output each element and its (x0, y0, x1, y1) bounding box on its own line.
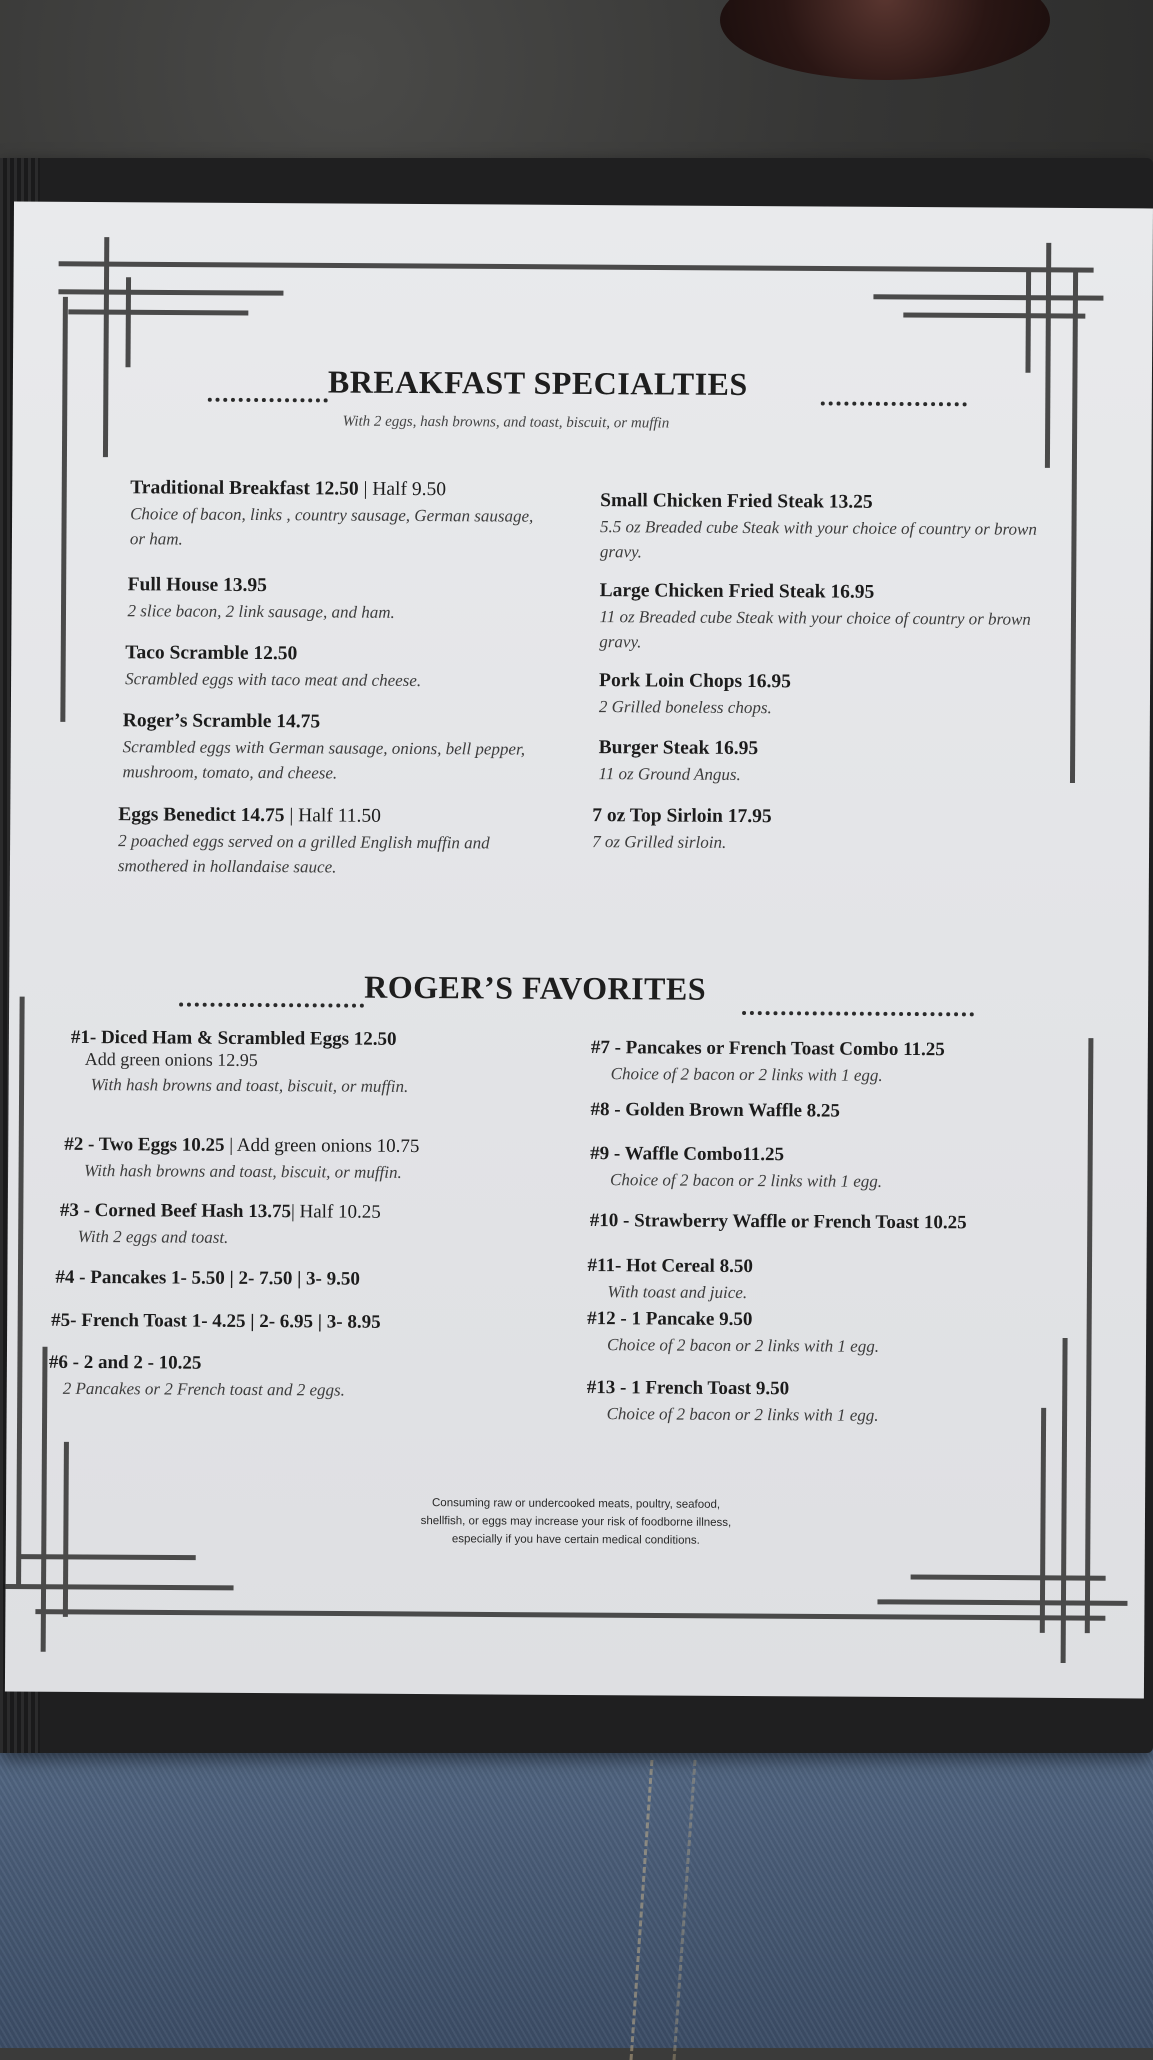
menu-item: #1- Diced Ham & Scrambled Eggs 12.50 Add green onions 12.95 With hash browns and toast, biscuit, or muffin. (70, 1026, 409, 1096)
menu-item: #5- French Toast 1- 4.25 | 2- 6.95 | 3- 8.95 (51, 1309, 381, 1333)
menu-item: Small Chicken Fried Steak 13.25 5.5 oz Breaded cube Steak with your choice of country or brown gravy. (599, 490, 1037, 562)
menu-item: Taco Scramble 12.50 Scrambled eggs with taco meat and cheese. (125, 642, 422, 691)
menu-item: #2 - Two Eggs 10.25 | Add green onions 10.75 With hash browns and toast, biscuit, or muffin. (64, 1133, 420, 1182)
title-dots-left (208, 398, 328, 403)
jeans-fabric (0, 1720, 1153, 2048)
menu-page (5, 202, 1153, 1699)
menu-item: #9 - Waffle Combo11.25 Choice of 2 bacon or 2 links with 1 egg. (590, 1143, 883, 1191)
breakfast-title: BREAKFAST SPECIALTIES (327, 363, 748, 403)
menu-item: #10 - Strawberry Waffle or French Toast 10.25 (589, 1210, 967, 1234)
menu-item: #12 - 1 Pancake 9.50 Choice of 2 bacon or 2 links with 1 egg. (587, 1308, 880, 1356)
menu-item: 7 oz Top Sirloin 17.95 7 oz Grilled sirloin. (592, 805, 772, 852)
menu-item: #11- Hot Cereal 8.50 With toast and juice. (587, 1255, 753, 1303)
favorites-title: ROGER’S FAVORITES (364, 968, 707, 1007)
breakfast-subtitle: With 2 eggs, hash browns, and toast, biscuit, or muffin (342, 413, 670, 432)
menu-item: #13 - 1 French Toast 9.50 Choice of 2 bacon or 2 links with 1 egg. (586, 1377, 879, 1425)
menu-item: #7 - Pancakes or French Toast Combo 11.25 Choice of 2 bacon or 2 links with 1 egg. (590, 1037, 945, 1085)
menu-item: Roger’s Scramble 14.75 Scrambled eggs with German sausage, onions, bell pepper, mushroom, tomato, and cheese. (122, 710, 526, 783)
menu-item: Pork Loin Chops 16.95 2 Grilled boneless chops. (598, 670, 791, 718)
menu-item: Burger Steak 16.95 11 oz Ground Angus. (598, 737, 759, 784)
menu-item: #4 - Pancakes 1- 5.50 | 2- 7.50 | 3- 9.50 (55, 1266, 360, 1290)
menu-item: Full House 13.95 2 slice bacon, 2 link sausage, and ham. (127, 574, 395, 622)
menu-item: Large Chicken Fried Steak 16.95 11 oz Breaded cube Steak with your choice of country or brown gravy. (599, 580, 1031, 652)
menu-item: #3 - Corned Beef Hash 13.75| Half 10.25 With 2 eggs and toast. (59, 1199, 381, 1247)
menu-item: Traditional Breakfast 12.50 | Half 9.50 Choice of bacon, links , country sausage, German sausage, or ham. (129, 477, 534, 549)
menu-item: #8 - Golden Brown Waffle 8.25 (590, 1099, 841, 1122)
menu-item: #6 - 2 and 2 - 10.25 2 Pancakes or 2 French toast and 2 eggs. (48, 1351, 346, 1400)
menu-item: Eggs Benedict 14.75 | Half 11.50 2 poached eggs served on a grilled English muffin and smothered in hollandaise sauce. (117, 804, 490, 877)
food-safety-notice: Consuming raw or undercooked meats, poultry, seafood, shellfish, or eggs may increase your risk of foodborne illness, especially if you have certain medical conditions. (420, 1497, 732, 1547)
